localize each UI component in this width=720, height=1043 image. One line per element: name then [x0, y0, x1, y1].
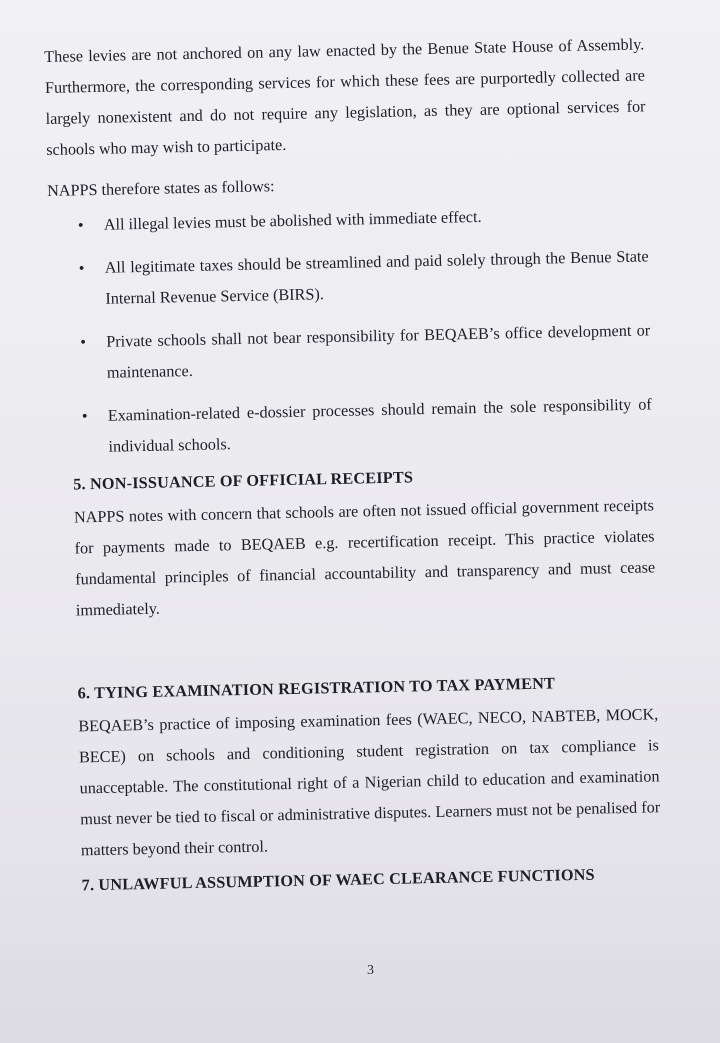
list-item-text: Private schools shall not bear responsibility for BEQAEB’s office development or maintenance.: [106, 321, 651, 382]
list-item-text: All illegal levies must be abolished with immediate effect.: [103, 207, 482, 234]
section-body-exam-registration: BEQAEB’s practice of imposing examination fees (WAEC, NECO, NABTEB, MOCK, BECE) on schools and conditioning student registration on tax compliance is unacceptable. The constitutional right of a Nigerian child to education and examination must never be tied to fiscal or administrative disputes. Learners must not be penalised for matters beyond their control.: [78, 705, 661, 860]
bullet-icon: •: [78, 259, 85, 278]
list-item: [52, 389, 653, 464]
section-heading-waec-clearance: 7. UNLAWFUL ASSUMPTION OF WAEC CLEARANCE FUNCTIONS: [81, 865, 595, 895]
demands-list: [48, 198, 653, 464]
page-number: 3: [367, 963, 374, 978]
document-body: [44, 29, 662, 903]
bullet-icon: •: [77, 216, 84, 235]
section-heading-receipts: 5. NON-ISSUANCE OF OFFICIAL RECEIPTS: [73, 468, 414, 494]
list-item: [50, 315, 651, 390]
bullet-icon: •: [80, 333, 87, 352]
paragraph-intro: NAPPS therefore states as follows:: [46, 177, 275, 200]
paragraph-levies: These levies are not anchored on any law enacted by the Benue State House of Assembly. Furthermore, the corresponding services for which these fees are purportedly collected are largely nonexistent and do not require any legislation, as they are optional services for schools who may wish to participate.: [44, 35, 646, 159]
section-heading-exam-registration: 6. TYING EXAMINATION REGISTRATION TO TAX PAYMENT: [77, 674, 556, 703]
bullet-icon: •: [81, 407, 88, 426]
list-item: [48, 241, 649, 316]
section-body-receipts: NAPPS notes with concern that schools are often not issued official government receipts for payments made to BEQAEB e.g. recertification receipt. This practice violates fundamental principles of financial accountability and transparency and must cease immediately.: [73, 496, 656, 620]
list-item-text: All legitimate taxes should be streamlined and paid solely through the Benue State Internal Revenue Service (BIRS).: [104, 247, 649, 308]
list-item-text: Examination-related e-dossier processes should remain the sole responsibility of individual schools.: [107, 395, 652, 456]
